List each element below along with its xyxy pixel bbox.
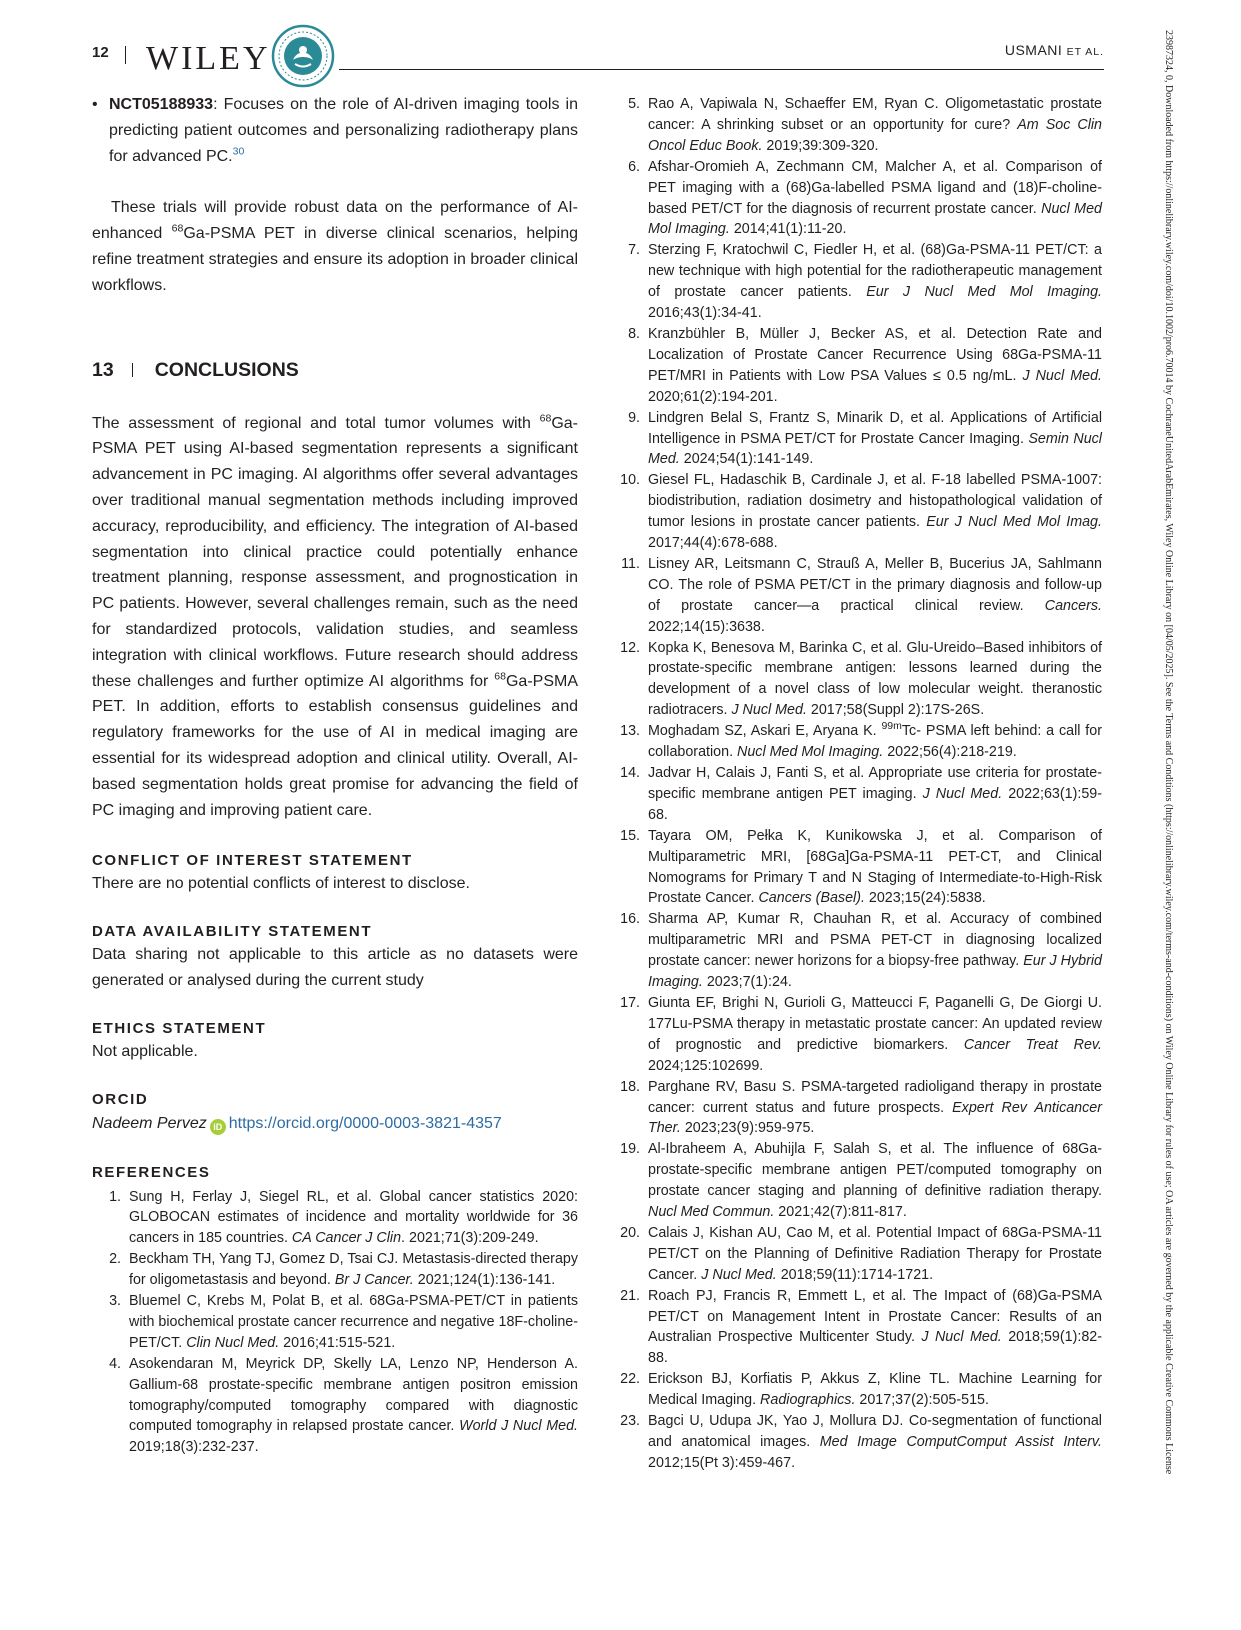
reference-item	[92, 1354, 578, 1459]
isotope-superscript: 68	[494, 670, 506, 683]
references-heading: REFERENCES	[92, 1163, 211, 1181]
reference-details: 2016;41:515-521.	[279, 1334, 396, 1351]
reference-item	[611, 638, 1102, 722]
reference-item	[611, 408, 1102, 471]
reference-authors-title: Beckham TH, Yang TJ, Gomez D, Tsai CJ. Metastasis-directed therapy for oligometastasis and beyond.	[129, 1251, 578, 1289]
reference-details: 2014;41(1):11-20.	[729, 221, 847, 238]
reference-authors-title: Asokendaran M, Meyrick DP, Skelly LA, Lenzo NP, Henderson A. Gallium-68 prostate-specific membrane antigen positron emission tomography/computed tomography compared with diagnostic computed tomography in relapsed prostate cancer.	[129, 1355, 578, 1435]
reference-details: 2024;125:102699.	[648, 1057, 764, 1074]
reference-number: 23.	[620, 1413, 640, 1430]
conclusions-text-2: Ga-PSMA PET using AI-based segmentation represents a significant advancement in PC imaging. AI algorithms offer several advantages over traditional manual segmentation methods including improved accuracy, reproducibility, and efficiency. The integration of AI-based segmentation into clinical practice could potentially enhance treatment planning, response assessment, and prognostication in PC patients. However, several challenges remain, such as the need for standardized protocols, validation studies, and seamless integration with clinical workflows. Future research should address these challenges and further optimize AI algorithms for	[92, 414, 578, 690]
section-heading	[92, 359, 578, 382]
page-header	[92, 28, 1104, 83]
orcid-link[interactable]: https://orcid.org/0000-0003-3821-4357	[228, 1114, 502, 1132]
reference-authors-title: Bagci U, Udupa JK, Yao J, Mollura DJ. Co-segmentation of functional and anatomical images.	[648, 1413, 1102, 1450]
reference-details: 2017;37(2):505-515.	[855, 1392, 989, 1409]
trial-bullet	[92, 92, 578, 169]
reference-authors-title: Bluemel C, Krebs M, Polat B, et al. 68Ga-PSMA-PET/CT in patients with biochemical prostate cancer recurrence and negative 18F-choline-PET/CT.	[129, 1293, 578, 1351]
reference-number: 17.	[620, 994, 640, 1011]
conclusions-text-1: The assessment of regional and total tumor volumes with	[92, 414, 540, 432]
orcid-author-name: Nadeem Pervez	[92, 1114, 207, 1132]
trial-id: NCT05188933	[109, 96, 214, 113]
conclusions-paragraph	[92, 411, 578, 824]
reference-journal: Semin Nucl Med.	[648, 430, 1102, 468]
reference-number: 3.	[109, 1293, 121, 1310]
reference-number: 10.	[620, 472, 640, 489]
reference-journal: Cancer Treat Rev.	[963, 1036, 1102, 1053]
reference-journal: Med Image ComputComput Assist Interv.	[819, 1434, 1102, 1450]
data-availability-heading: DATA AVAILABILITY STATEMENT	[92, 923, 373, 941]
section-divider	[132, 363, 133, 377]
reference-item	[611, 554, 1102, 638]
reference-number: 19.	[620, 1141, 640, 1158]
conclusions-text-3: Ga-PSMA PET. In addition, efforts to establish consensus guidelines and regulatory frameworks for the use of AI in medical imaging are essential for its widespread adoption and clinical utility. Overall, AI-based segmentation holds great promise for advancing the field of PC imaging and improving patient care.	[92, 672, 578, 819]
running-head-author: USMANI	[1004, 42, 1063, 58]
reference-details: 2019;39:309-320.	[762, 137, 879, 154]
reference-authors-title: Moghadam SZ, Askari E, Aryana K.	[648, 723, 882, 740]
reference-journal: J Nucl Med.	[922, 785, 1003, 802]
reference-number: 14.	[620, 765, 640, 781]
reference-journal: Am Soc Clin Oncol Educ Book.	[648, 116, 1102, 154]
conflict-heading: CONFLICT OF INTEREST STATEMENT	[92, 852, 413, 870]
reference-item	[92, 1187, 578, 1250]
reference-details: 2019;18(3):232-237.	[129, 1439, 259, 1456]
reference-journal: World J Nucl Med.	[459, 1418, 578, 1435]
reference-journal: Eur J Nucl Med Mol Imag.	[926, 514, 1102, 531]
reference-journal: Cancers.	[1044, 597, 1102, 614]
reference-number: 8.	[628, 325, 640, 342]
reference-number: 5.	[628, 96, 640, 112]
section-title: CONCLUSIONS	[154, 358, 299, 381]
reference-item	[611, 157, 1102, 241]
reference-item	[611, 324, 1102, 408]
reference-authors-title: Lisney AR, Leitsmann C, Strauß A, Meller B, Bucerius JA, Sahlmann CO. The role of PSMA PET/CT in the primary diagnosis and follow-up of prostate cancer—a practical clinical review.	[648, 555, 1102, 614]
left-column	[92, 92, 578, 1458]
reference-details: 2022;63(1):59-68.	[648, 785, 1102, 823]
reference-number: 20.	[620, 1224, 640, 1241]
reference-title-cont: Tc- PSMA left behind: a call for collaboration.	[648, 723, 1102, 761]
sidebar-license-text: 23987324, 0, Downloaded from https://onlinelibrary.wiley.com/doi/10.1002/pro6.70014 by CochraneUnitedArabEmirates, Wiley Online Library on [04/05/2025]. See the Terms and Conditions (https://onlinelibrary.wiley.com/terms-and-conditions) on Wiley Online Library for rules of use; OA articles are governed by the applicable Creative Commons License	[1163, 30, 1174, 1475]
reference-details: 2023;23(9):959-975.	[680, 1120, 815, 1137]
reference-number: 1.	[109, 1188, 121, 1205]
trials-text-2: Ga-PSMA PET in diverse clinical scenarios, helping refine treatment strategies and ensure its adoption in broader clinical workflows.	[92, 225, 579, 294]
reference-number: 12.	[620, 639, 640, 656]
reference-number: 15.	[620, 827, 640, 844]
reference-journal: Eur J Hybrid Imaging.	[648, 953, 1102, 991]
reference-authors-title: Kranzbühler B, Müller J, Becker AS, et al. Detection Rate and Localization of Prostate Cancer Recurrence Using 68Ga-PSMA-11 PET/MRI in Patients with Low PSA Values ≤ 0.5 ng/mL.	[648, 325, 1102, 384]
reference-authors-title: Calais J, Kishan AU, Cao M, et al. Potential Impact of 68Ga-PSMA-11 PET/CT on the Planning of Definitive Radiation Therapy for Prostate Cancer.	[648, 1224, 1102, 1283]
reference-number: 21.	[620, 1287, 640, 1304]
reference-authors-title: Lindgren Belal S, Frantz S, Minarik D, et al. Applications of Artificial Intelligence in PSMA PET/CT for Prostate Cancer Imaging.	[648, 409, 1102, 447]
download-sidebar	[1158, 30, 1178, 1600]
reference-journal: J Nucl Med.	[701, 1266, 777, 1283]
reference-authors-title: Roach PJ, Francis R, Emmett L, et al. The Impact of (68)Ga-PSMA PET/CT on Management Intent in Prostate Cancer: Results of an Australian Prospective Multicenter Study.	[648, 1287, 1102, 1346]
reference-details: . 2021;71(3):209-249.	[401, 1230, 539, 1247]
reference-item	[611, 1369, 1102, 1411]
reference-details: 2017;44(4):678-688.	[648, 535, 778, 552]
reference-authors-title: Erickson BJ, Korfiatis P, Akkus Z, Kline TL. Machine Learning for Medical Imaging.	[648, 1371, 1102, 1409]
reference-number: 7.	[628, 242, 640, 259]
reference-details: 2016;43(1):34-41.	[648, 305, 762, 322]
reference-item	[92, 1291, 578, 1354]
reference-number: 13.	[620, 723, 640, 740]
running-head-etal: ET AL.	[1066, 46, 1104, 58]
reference-superscript: 99m	[881, 720, 902, 733]
reference-item	[611, 909, 1102, 993]
reference-journal: Clin Nucl Med.	[186, 1334, 280, 1351]
reference-details: 2020;61(2):194-201.	[648, 388, 778, 405]
orcid-heading: ORCID	[92, 1090, 149, 1108]
reference-item	[611, 470, 1102, 554]
reference-journal: J Nucl Med.	[1022, 367, 1102, 384]
reference-journal: Nucl Med Mol Imaging.	[737, 744, 884, 761]
header-rule	[339, 69, 1104, 70]
reference-journal: Nucl Med Mol Imaging.	[648, 200, 1102, 238]
reference-journal: J Nucl Med.	[921, 1329, 1002, 1346]
reference-authors-title: Al-Ibraheem A, Abuhijla F, Salah S, et al. The influence of 68Ga-prostate-specific membrane antigen PET/computed tomography on prostate cancer staging and planning of definitive radiation therapy.	[648, 1141, 1102, 1200]
reference-journal: J Nucl Med.	[731, 702, 807, 719]
right-column	[611, 94, 1102, 1474]
reference-item	[611, 993, 1102, 1077]
trials-text-1: These trials will provide robust data on the performance of AI-enhanced	[92, 199, 578, 243]
reference-authors-title: Kopka K, Benesova M, Barinka C, et al. Glu-Ureido–Based inhibitors of prostate-specific membrane antigen: lessons learned during the development of a novel class of low molecular weight. theranostic radiotracers.	[648, 639, 1102, 719]
reference-journal: Cancers (Basel).	[758, 890, 865, 907]
reference-details: 2012;15(Pt 3):459-467.	[648, 1454, 796, 1471]
reference-authors-title: Giesel FL, Hadaschik B, Cardinale J, et al. F-18 labelled PSMA-1007: biodistribution, radiation dosimetry and histopathological validation of tumor lesions in prostate cancer patients.	[648, 472, 1102, 531]
reference-journal: Radiographics.	[760, 1392, 856, 1409]
reference-number: 18.	[620, 1078, 640, 1095]
reference-authors-title: Sharma AP, Kumar R, Chauhan R, et al. Accuracy of combined multiparametric MRI and PSMA PET-CT in diagnosing localized prostate cancer: newer horizons for a biopsy-free pathway.	[648, 911, 1102, 970]
reference-authors-title: Giunta EF, Brighi N, Gurioli G, Matteucci F, Paganelli G, De Giorgi U. 177Lu-PSMA therapy in metastatic prostate cancer: An updated review of prognostic and predictive biomarkers.	[648, 994, 1102, 1053]
reference-item	[611, 1411, 1102, 1474]
reference-authors-title: Jadvar H, Calais J, Fanti S, et al. Appropriate use criteria for prostate-specific membrane antigen PET imaging.	[648, 765, 1102, 802]
reference-authors-title: Sterzing F, Kratochwil C, Fiedler H, et al. (68)Ga-PSMA-11 PET/CT: a new technique with high potential for the radiotherapeutic management of prostate cancer patients.	[648, 242, 1102, 301]
reference-details: 2022;56(4):218-219.	[883, 744, 1017, 761]
reference-item	[611, 1139, 1102, 1223]
running-head	[1005, 42, 1104, 58]
reference-details: 2023;15(24):5838.	[864, 890, 986, 907]
conflict-text: There are no potential conflicts of interest to disclose.	[92, 875, 470, 893]
trial-description: : Focuses on the role of AI-driven imaging tools in predicting patient outcomes and personalizing radiotherapy plans for advanced PC.	[109, 96, 578, 165]
isotope-superscript: 68	[171, 222, 184, 235]
reference-journal: Br J Cancer.	[334, 1272, 414, 1289]
reference-number: 16.	[620, 911, 640, 928]
trials-paragraph	[92, 195, 578, 298]
page-number: 12	[92, 44, 109, 61]
orcid-entry	[92, 1111, 578, 1136]
reference-number: 6.	[628, 158, 640, 175]
reference-item	[611, 1077, 1102, 1140]
reference-details: 2018;59(11):1714-1721.	[776, 1266, 934, 1283]
publisher-wordmark: WILEY	[146, 40, 271, 77]
reference-item	[611, 240, 1102, 324]
reference-list-left	[92, 1187, 578, 1459]
reference-journal: Eur J Nucl Med Mol Imaging.	[866, 284, 1102, 301]
reference-list-right	[611, 94, 1102, 1474]
reference-number: 11.	[621, 555, 640, 572]
reference-number: 9.	[628, 409, 640, 426]
reference-journal: Nucl Med Commun.	[648, 1204, 775, 1221]
reference-details: 2021;42(7):811-817.	[774, 1204, 907, 1221]
reference-details: 2021;124(1):136-141.	[413, 1272, 556, 1289]
reference-details: 2017;58(Suppl 2):17S-26S.	[806, 702, 985, 719]
citation-link[interactable]: 30	[232, 145, 245, 158]
reference-number: 4.	[109, 1355, 121, 1372]
reference-item	[611, 94, 1102, 157]
reference-item	[611, 721, 1102, 763]
orcid-id-icon[interactable]: iD	[210, 1119, 226, 1135]
reference-number: 2.	[109, 1251, 121, 1268]
reference-authors-title: Afshar-Oromieh A, Zechmann CM, Malcher A, et al. Comparison of PET imaging with a (68)Ga-labelled PSMA ligand and (18)F-choline-based PET/CT for the diagnosis of recurrent prostate cancer.	[648, 158, 1102, 217]
reference-authors-title: Parghane RV, Basu S. PSMA-targeted radioligand therapy in prostate cancer: current status and future prospects.	[648, 1078, 1102, 1116]
reference-number: 22.	[620, 1371, 640, 1388]
isotope-superscript: 68	[539, 412, 552, 425]
reference-item	[92, 1249, 578, 1291]
ethics-heading: ETHICS STATEMENT	[92, 1019, 267, 1037]
reference-details: 2022;14(15):3638.	[648, 618, 765, 635]
bullet-dot: •	[92, 96, 98, 113]
reference-authors-title: Sung H, Ferlay J, Siegel RL, et al. Global cancer statistics 2020: GLOBOCAN estimates of incidence and mortality worldwide for 36 cancers in 185 countries.	[129, 1188, 578, 1247]
header-separator	[125, 46, 126, 64]
reference-details: 2018;59(1):82-88.	[648, 1329, 1102, 1367]
reference-authors-title: Tayara OM, Pełka K, Kunikowska J, et al. Comparison of Multiparametric MRI, [68Ga]Ga-PSMA-11 PET-CT, and Clinical Nomograms for Primary T and N Staging of Intermediate-to-High-Risk Prostate Cancer.	[648, 827, 1102, 907]
ethics-text: Not applicable.	[92, 1042, 198, 1060]
reference-journal: Expert Rev Anticancer Ther.	[648, 1099, 1102, 1137]
section-number: 13	[92, 358, 114, 381]
reference-item	[611, 763, 1102, 826]
reference-item	[611, 1286, 1102, 1370]
wiley-seal-logo-icon	[271, 24, 335, 88]
reference-details: 2024;54(1):141-149.	[679, 451, 814, 468]
reference-details: 2023;7(1):24.	[702, 974, 792, 991]
reference-item	[611, 1223, 1102, 1286]
reference-item	[611, 826, 1102, 910]
data-availability-text: Data sharing not applicable to this article as no datasets were generated or analysed during the current study	[92, 946, 578, 989]
reference-authors-title: Rao A, Vapiwala N, Schaeffer EM, Ryan C. Oligometastatic prostate cancer: A shrinking subset or an opportunity for cure?	[648, 96, 1102, 133]
reference-journal: CA Cancer J Clin	[291, 1230, 402, 1247]
